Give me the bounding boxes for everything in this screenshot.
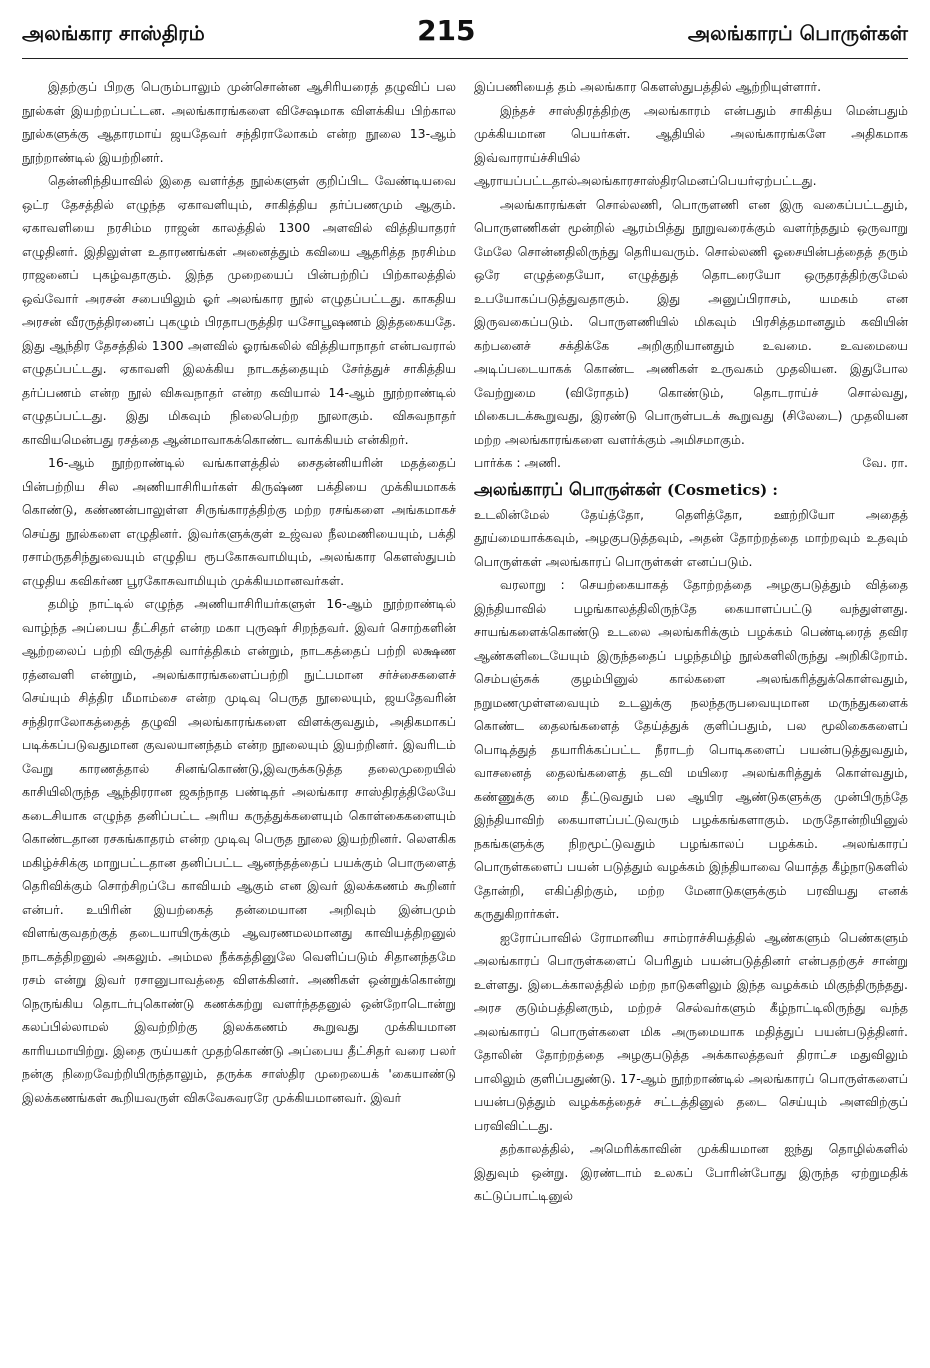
entry-intro: உடலின்மேல் தேய்த்தோ, தெளித்தோ, ஊற்றியோ அதைத் தூய்மையாக்கவும், அழகுபடுத்தவும், அதன் தோற்றத்தை மாற்றவும் உதவும் பொருள்கள் அலங்காரப் பொருள்கள் எனப்படும். xyxy=(474,506,908,569)
entry-heading xyxy=(474,477,908,503)
header-right-title: அலங்காரப் பொருள்கள் xyxy=(687,21,908,45)
signature-line xyxy=(474,451,908,475)
left-column xyxy=(22,75,456,1355)
header-left-title: அலங்கார சாஸ்திரம் xyxy=(22,21,205,45)
text-columns xyxy=(22,75,908,1355)
entry-title-tamil: அலங்காரப் பொருள்கள் xyxy=(474,479,662,500)
paragraph: ஐரோப்பாவில் ரோமானிய சாம்ராச்சியத்தில் ஆண்களும் பெண்களும் அலங்காரப் பொருள்களைப் பெரிதும் பயன்படுத்தினர் என்பதற்குச் சான்று உள்ளது. இடைக்காலத்தில் மற்ற நாடுகளிலும் இந்த வழக்கம் மிகுந்திருந்தது. அரச குடும்பத்தினரும், மற்றச் செல்வர்களும் கீழ்நாட்டிலிருந்து வந்த அலங்காரப் பொருள்களை மிக அருமையாக மதித்துப் பயன்படுத்தினர். தோலின் தோற்றத்தை அழகுபடுத்த அக்காலத்தவர் திராட்ச மதுவிலும் பாலிலும் குளிப்பதுண்டு. 17-ஆம் நூற்றாண்டில் அலங்காரப் பொருள்களைப் பயன்படுத்தும் வழக்கத்தைச் சட்டத்தினுல் தடை செய்யும் அளவிற்குப் பரவிவிட்டது. xyxy=(474,929,908,1133)
paragraph: தற்காலத்தில், அமெரிக்காவின் முக்கியமான ஐந்து தொழில்களில் இதுவும் ஒன்று. இரண்டாம் உலகப் போரின்போது இருந்த ஏற்றுமதிக் கட்டுப்பாட்டினுல் xyxy=(474,1141,908,1203)
see-also-reference: பார்க்க : அணி. xyxy=(474,455,561,470)
entry-title-english: (Cosmetics) : xyxy=(667,480,778,499)
paragraph: இப்பணியைத் தம் அலங்கார கௌஸ்துபத்தில் ஆற்றியுள்ளார். xyxy=(474,79,822,94)
running-header xyxy=(22,14,908,59)
paragraph: இதற்குப் பிறகு பெரும்பாலும் முன்சொன்ன ஆசிரியரைத் தழுவிப் பல நூல்கள் இயற்றப்பட்டன. அலங்காரங்களை விசேஷமாக விளக்கிய பிற்கால நூல்களுக்கு ஆதாரமாய் ஜயதேவர் சந்திராலோகம் என்ற நூலை 13-ஆம் நூற்றாண்டில் இயற்றினர். xyxy=(22,79,456,165)
paragraph: வரலாறு : செயற்கையாகத் தோற்றத்தை அழகுபடுத்தும் வித்தை இந்தியாவில் பழங்காலத்திலிருந்தே கையாளப்பட்டு வந்துள்ளது. சாயங்களைக்கொண்டு உடலை அலங்கரிக்கும் பழக்கம் பெண்டிரைத் தவிர ஆண்களிடையேயும் இருந்ததைப் பழந்தமிழ் நூல்களிலிருந்து அறிகிறோம். செம்பஞ்சுக் குழம்பினுல் கால்களை அலங்கரித்துக்கொள்வதும், நறுமணமுள்ளவையும் உடலுக்கு நலந்தருபவையுமான மருந்துகளைக் கொண்ட தைலங்களைத் தேய்த்துக் குளிப்பதும், பல மூலிகைகளைப் பொடித்துத் தயாரிக்கப்பட்ட நீராடற் பொடிகளைப் பயன்படுத்துவதும், வாசனைத் தைலங்களைத் தடவி மயிரை அலங்கரித்துக் கொள்வதும், கண்ணுக்கு மை தீட்டுவதும் பல ஆயிர ஆண்டுகளுக்கு முன்பிருந்தே இந்தியாவிற் கையாளப்பட்டுவரும் பழக்கங்களாகும். மருதோன்றியினுல் நகங்களுக்கு நிறமூட்டுவதும் பழங்காலப் பழக்கம். அலங்காரப் பொருள்களைப் பயன் படுத்தும் வழக்கம் இந்தியாவை யொத்த கீழ்நாடுகளில் தோன்றி, எகிப்திற்கும், மற்ற மேனாடுகளுக்கும் பரவியது எனக் கருதுகிறார்கள். xyxy=(474,577,908,921)
paragraph: தமிழ் நாட்டில் எழுந்த அணியாசிரியர்களுள் 16-ஆம் நூற்றாண்டில் வாழ்ந்த அப்பைய தீட்சிதர் என்ற மகா புருஷர் சிறந்தவர். இவர் சொற்களின் ஆற்றலைப் பற்றி விருத்தி வார்த்திகம் என்றும், நாடகத்தைப் பற்றி லக்ஷண ரத்னவளி என்றும், அலங்காரங்களைப்பற்றி நுட்பமான சர்ச்சைகளைச் செய்யும் சித்திர மீமாம்சை என்ற முடிவு பெருத நூலையும், ஜயதேவரின் சந்திராலோகத்தைத் தழுவி அலங்காரங்களை விளக்குவதும், அதிகமாகப் படிக்கப்படுவதுமான குவலயானந்தம் என்ற நூலையும் இயற்றினர். இவரிடம் வேறு காரணத்தால் சினங்கொண்டு,இவருக்கடுத்த தலைமுறையில் காசியிலிருந்த ஆந்திரரான ஜகந்நாத பண்டிதர் அலங்கார சாஸ்திரத்திலேயே கடைசியாக எழுந்த தனிப்பட்ட அரிய கருத்துக்களையும் கொள்கைகளையும் கொண்டதான ரசகங்காதரம் என்ற முடிவு பெருத நூலை இயற்றினர். லௌகிக மகிழ்ச்சிக்கு மாறுபட்டதான தனிப்பட்ட ஆனந்தத்தைப் பயக்கும் பொருளைத் தெரிவிக்கும் சொற்சிறப்பே காவியம் ஆகும் என இவர் இலக்கணம் கூறினர் என்பர். உயிரின் இயற்கைத் தன்மையான அறிவும் இன்பமும் விளங்குவதற்குத் தடையாயிருக்கும் ஆவரணமலமானது காவியத்திறனுல் நாடகத்திறனுல் அகலும். அம்மல நீக்கத்தினுலே வெளிப்படும் சிதானந்தமே ரசம் என்று இவர் ரசானுபாவத்தை விளக்கினர். அணிகள் ஒன்றுக்கொன்று நெருங்கிய தொடர்புகொண்டு கணக்கற்று வளர்ந்ததனுல் ஒன்றோடொன்று கலப்பில்லாமல் இவற்றிற்கு இலக்கணம் கூறுவது முக்கியமான காரியமாயிற்று. இதை ருய்யகர் முதற்கொண்டு அப்பைய தீட்சிதர் வரை பலர் நன்கு நிறைவேற்றியிருந்தாலும், தருக்க சாஸ்திர முறையைக் 'கையாண்டு இலக்கணங்கள் கூறியவருள் விசுவேசுவரரே முக்கியமானவர். இவர் xyxy=(22,596,456,1105)
paragraph: இந்தச் சாஸ்திரத்திற்கு அலங்காரம் என்பதும் சாகித்ய மென்பதும் முக்கியமான பெயர்கள். ஆதியில் அலங்காரங்களே அதிகமாக இவ்வாராய்ச்சியில் ஆராயப்பட்டதால்அலங்காரசாஸ்திரமெனப்பெயர்ஏற்பட்டது. xyxy=(474,102,908,188)
right-column xyxy=(474,75,908,1355)
paragraph: 16-ஆம் நூற்றாண்டில் வங்காளத்தில் சைதன்னியரின் மதத்தைப் பின்பற்றிய சில அணியாசிரியர்கள் கிருஷ்ண பக்தியை முக்கியமாகக் கொண்டு, கண்ணன்பாலுள்ள சிருங்காரத்திற்கு மற்ற ரசங்களை அங்கமாகச் செய்து நூல்களை எழுதினர். இவர்களுக்குள் உஜ்வல நீலமணியையும், பக்தி ரசாம்ருதசிந்துவையும் எழுதிய ரூபகோசுவாமியும், அலங்கார கௌஸ்துபம் எழுதிய கவிகர்ண பூரகோசுவாமியும் முக்கியமானவர்கள். xyxy=(22,455,456,588)
paragraph: தென்னிந்தியாவில் இதை வளர்த்த நூல்களுள் குறிப்பிட வேண்டியவை ஒட்ர தேசத்தில் எழுந்த ஏகாவளியும், சாகித்திய தர்ப்பணமும் ஆகும். ஏகாவளியை நரசிம்ம ராஜன் காலத்தில் 1300 அளவில் வித்தியாதரர் எழுதினர். இதிலுள்ள உதாரணங்கள் அனைத்தும் கவியை ஆதரித்த நரசிம்ம ராஜனைப் புகழ்வதாகும். இந்த முறையைப் பின்பற்றிப் பிற்காலத்தில் ஒவ்வோர் அரசன் சபையிலும் ஓர் அலங்கார நூல் எழுதப்பட்டது. காகதிய அரசன் வீரருத்திரனைப் புகழும் பிரதாபருத்திர யசோபூஷணம் இத்தகையதே. இது ஆந்திர தேசத்தில் 1300 அளவில் ஓரங்கலில் வித்தியாநாதர் என்பவரால் எழுதப்பட்டது. ஏகாவளி இலக்கிய நாடகத்தையும் சேர்த்துச் சாகித்திய தர்ப்பணம் என்ற நூல் விசுவநாதர் என்ற கவியால் 14-ஆம் நூற்றாண்டில் எழுதப்பட்டது. இது மிகவும் நிலைபெற்ற நூலாகும். விசுவநாதர் காவியமென்பது ரசத்தை ஆன்மாவாகக்கொண்ட வாக்கியம் என்கிறர். xyxy=(22,173,456,447)
author-initials: வே. ரா. xyxy=(862,455,908,470)
paragraph: அலங்காரங்கள் சொல்லணி, பொருளணி என இரு வகைப்பட்டதும், பொருளணிகள் மூன்றில் ஆரம்பித்து நூறுவரைக்கும் வளர்ந்ததும் ஒருவாறு மேலே சொன்னதிலிருந்து தெரியவரும். சொல்லணி ஓசையின்பத்தைத் தரும் ஒரே எழுத்தையோ, எழுத்துத் தொடரையோ ஒருதரத்திற்குமேல் உபயோகப்படுத்துவதாகும். இது அனுப்பிராசம், யமகம் என இருவகைப்படும். பொருளணியில் மிகவும் பிரசித்தமானதும் கவியின் கற்பனைச் சக்திக்கே அறிகுறியானதும் உவமை. உவமையை அடிப்படையாகக் கொண்ட அணிகள் உருவகம் முதலியன. இதுபோல வேற்றுமை (விரோதம்) கொண்டும், தொடராய்ச் சொல்வது, மிகைபடக்கூறுவது, இரண்டு பொருள்படக் கூறுவது (சிலேடை) முதலியன மற்ற அலங்காரங்களை வளர்க்கும் அமிசமாகும். xyxy=(474,196,908,447)
page-number: 215 xyxy=(417,14,476,47)
